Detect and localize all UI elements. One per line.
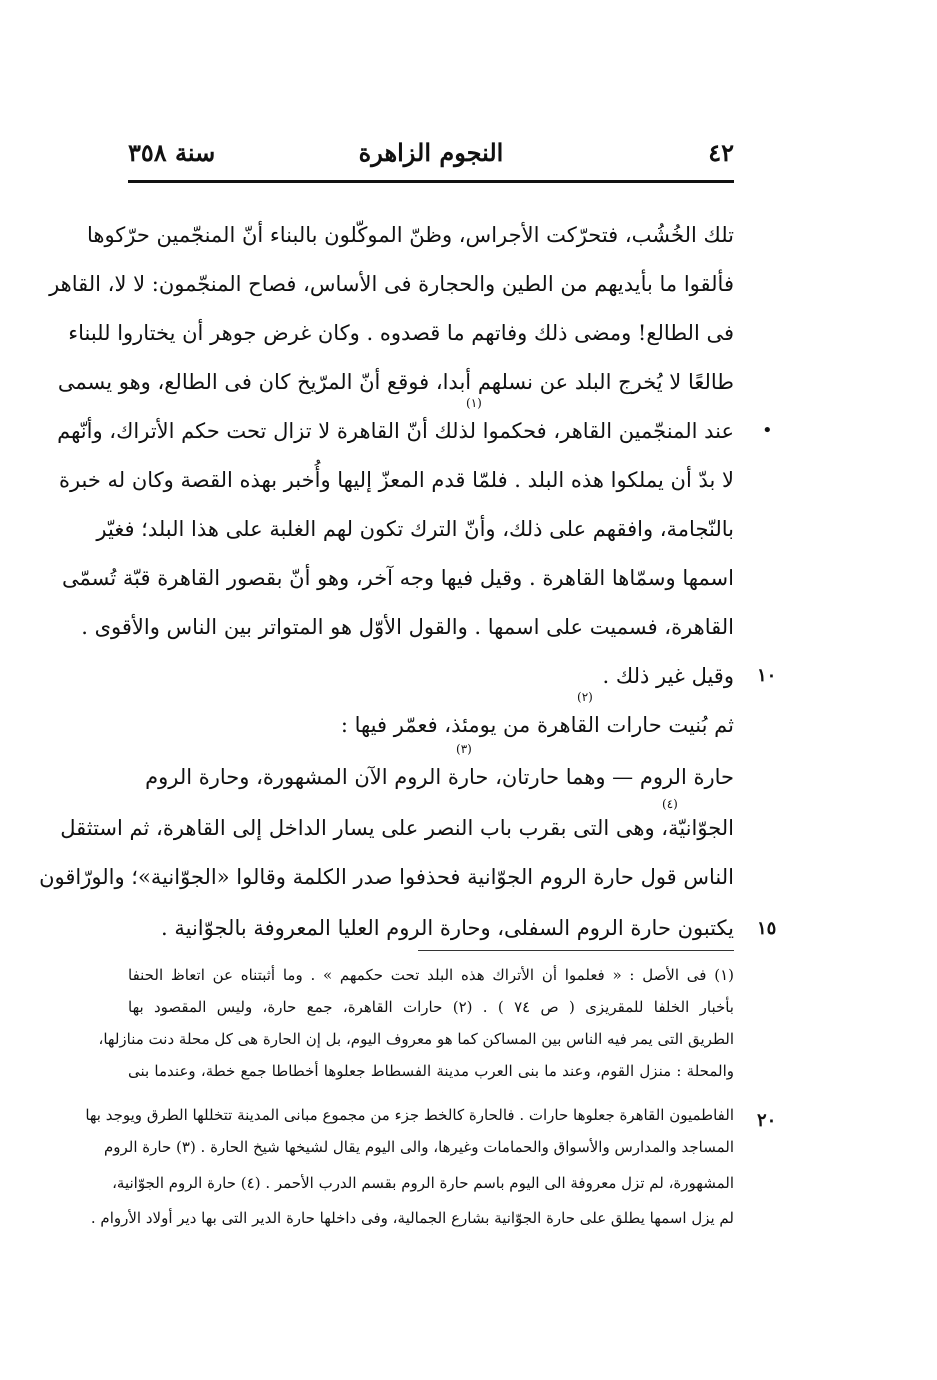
body-line: حارة الروم — وهما حارتان، حارة الروم الآن المشهورة، وحارة الروم	[145, 765, 734, 789]
note-mark: (٤)	[662, 797, 678, 811]
line-number-margin: ٢٠	[757, 1110, 777, 1131]
body-line: لا بدّ أن يملكوا هذه البلد . فلمّا قدم المعزّ إليها وأُخبر بهذه القصة وكان له خبرة	[58, 468, 734, 492]
body-line: يكتبون حارة الروم السفلى، وحارة الروم العليا المعروفة بالجوّانية .	[161, 916, 734, 940]
body-line: وقيل غير ذلك .	[602, 664, 734, 688]
body-line: عند المنجّمين القاهر، فحكموا لذلك أنّ القاهرة لا تزال تحت حكم الأتراك، وأنّهم	[57, 419, 734, 443]
footnote-line: المشهورة، لم تزل معروفة الى اليوم باسم حارة الروم بقسم الدرب الأحمر . (٤) حارة الروم الجوّانية،	[112, 1174, 734, 1192]
body-line: الناس قول حارة الروم الجوّانية فحذفوا صدر الكلمة وقالوا «الجوّانية»؛ والورّاقون	[39, 865, 734, 889]
note-mark: (٢)	[577, 690, 593, 704]
footnote-line: (١) فى الأصل : « فعلموا أن الأتراك هذه البلد تحت حكمهم » . وما أثبتناه عن اتعاظ الحنفا	[128, 966, 734, 984]
footnote-line: لم يزل اسمها يطلق على حارة الجوّانية بشارع الجمالية، وفى داخلها حارة الدير التى بها دير أولاد الأروام .	[90, 1209, 734, 1227]
page-number: ٤٢	[708, 138, 734, 167]
header-rule	[128, 180, 734, 183]
body-line: تلك الخُشُب، فتحرّكت الأجراس، وظنّ الموكّلون بالبناء أنّ المنجّمين حرّكوها	[86, 223, 734, 247]
body-line: القاهرة، فسميت على اسمها . والقول الأوّل هو المتواتر بين الناس والأقوى .	[81, 615, 734, 639]
body-line: بالنّجامة، وافقهم على ذلك، وأنّ الترك تكون لهم الغلبة على هذا البلد؛ فغيّر	[96, 517, 734, 541]
body-line: فى الطالع! ومضى ذلك وفاتهم ما قصدوه . وكان غرض جوهر أن يختاروا للبناء	[68, 321, 734, 345]
header-year: سنة ٣٥٨	[128, 138, 216, 167]
footnote-line: الفاطميون القاهرة جعلوها حارات . فالحارة كالخط جزء من مجموع مبانى المدينة تتخللها الطرق ويوجد بها	[85, 1106, 734, 1124]
footnote-line: بأخبار الخلفا للمقريزى ( ص ٧٤ ) . (٢) حارات القاهرة، جمع حارة، وليس المقصود بها	[128, 998, 734, 1016]
footnote-line: والمحلة : منزل القوم، وعند ما بنى العرب مدينة الفسطاط جعلوها أخطاطا جمع خطة، وعندما بنى	[128, 1062, 734, 1080]
body-line: فألقوا ما بأيديهم من الطين والحجارة فى الأساس، فصاح المنجّمون: لا لا، القاهر	[49, 272, 734, 296]
body-line: طالعًا لا يُخرج البلد عن نسلهم أبدا، فوقع أنّ المرّيخ كان فى الطالع، وهو يسمى	[57, 370, 734, 394]
line-number-margin: ١٠	[757, 665, 777, 686]
header-title: النجوم الزاهرة	[358, 138, 504, 167]
footnote-rule	[418, 950, 734, 951]
body-line: اسمها وسمّاها القاهرة . وقيل فيها وجه آخر، وهو أنّ بقصور القاهرة قبّة تُسمّى	[62, 566, 734, 590]
body-line: الجوّانيّة، وهى التى بقرب باب النصر على يسار الداخل إلى القاهرة، ثم استثقل	[60, 816, 734, 840]
line-number-margin: ١٥	[757, 918, 777, 939]
note-mark: (١)	[466, 396, 482, 410]
running-header	[128, 138, 734, 178]
footnote-line: المساجد والمدارس والأسواق والحمامات وغيرها، والى اليوم يقال لشيخها شيخ الحارة . (٣) حارة الروم	[103, 1138, 734, 1156]
body-line: ثم بُنيت حارات القاهرة من يومئذ، فعمّر فيها :	[340, 713, 734, 737]
line-marker-dot: •	[762, 420, 773, 441]
footnote-line: الطريق التى يمر فيه الناس بين المساكن كما هو معروف اليوم، بل إن الحارة هى كل محلة دنت منازلها،	[98, 1030, 734, 1048]
note-mark: (٣)	[456, 742, 472, 756]
